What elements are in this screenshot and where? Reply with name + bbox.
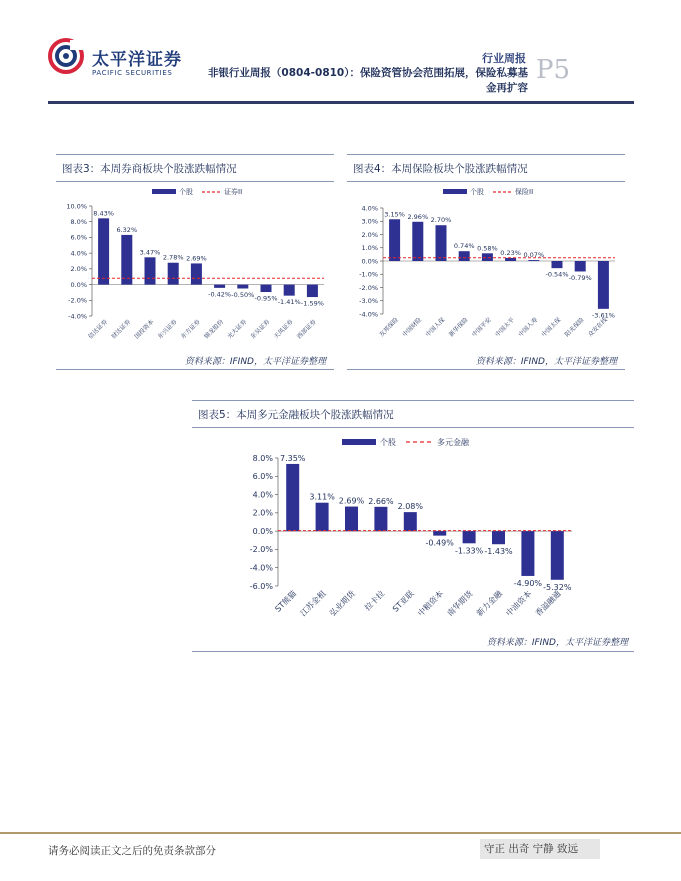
figure-3-category-label: 光大证券 (226, 318, 249, 341)
figure-3-source: 资料来源：IFIND，太平洋证券整理 (184, 357, 326, 367)
figure-4-y-tick-label: -2.0% (359, 283, 378, 292)
figure-3-bar (214, 285, 225, 288)
figure-4-y-tick-label: -1.0% (359, 270, 378, 279)
figure-5-source: 资料来源：IFIND，太平洋证券整理 (486, 638, 628, 648)
figure-3-value-label: -0.42% (208, 290, 232, 299)
figure-3-legend (152, 187, 242, 196)
figure-5-category-label: 新力金融 (474, 589, 504, 619)
figure-4-value-label: 0.74% (453, 242, 475, 251)
figure-5-legend-line-label: 多元金融 (437, 438, 469, 447)
figure-5-value-label: -1.43% (484, 547, 513, 557)
figure-4-category-label: 友邦保险 (378, 316, 401, 339)
figure-4-chart (347, 182, 625, 362)
figure-5-value-label: -4.90% (513, 578, 543, 588)
figure-4-y-tick-label: -4.0% (359, 310, 378, 319)
figure-3-y-tick-label: 10.0% (66, 202, 87, 211)
figure-3-category-label: 东方证券 (179, 318, 202, 341)
report-title: 非银行业周报（0804-0810）：保险资管协会范围拓展，保险私募基金再扩容 (207, 67, 528, 94)
figure-3-category-label: 东吴证券 (249, 318, 272, 341)
figure-3-bar (307, 285, 318, 297)
figure-3-bar (284, 285, 295, 296)
figure-4-category-label: 中国财险 (401, 316, 424, 339)
figure-5-category-label: 弘业期货 (327, 589, 357, 619)
figure-3-bar (237, 285, 248, 289)
figure-3-value-label: -0.50% (231, 291, 255, 299)
figure-5-value-label: 3.11% (309, 492, 335, 502)
figure-5-panel (192, 400, 634, 652)
figure-4-legend (443, 187, 533, 196)
figure-3-y-tick-label: 0.0% (70, 280, 87, 289)
figure-5-bar (521, 531, 534, 576)
figure-5-chart (192, 428, 634, 638)
figure-4-category-label: 中国平安 (470, 316, 493, 339)
figure-5-bar (404, 512, 417, 531)
page-number: P5 (536, 55, 571, 85)
figure-3-value-label: -0.95% (254, 294, 278, 303)
figure-4-bar (482, 253, 493, 261)
figure-4-bar (459, 251, 470, 261)
figure-3-bar (121, 235, 132, 285)
figure-4-legend-bar-swatch (443, 189, 467, 194)
figure-3-category-label: 国投资本 (133, 318, 156, 341)
figure-3-y-tick-label: 6.0% (70, 233, 87, 242)
figure-5-y-tick-label: 4.0% (252, 490, 273, 500)
figure-4-value-label: 3.15% (384, 210, 405, 219)
figure-3-category-label: 信达证券 (87, 318, 110, 341)
figure-5-bar (492, 531, 505, 544)
footer-disclaimer: 请务必阅读正文之后的免责条款部分 (48, 845, 216, 857)
figure-5-category-label: ST熊猫 (273, 589, 299, 614)
figure-5-y-tick-label: -4.0% (249, 563, 273, 573)
figure-3-bar (98, 218, 109, 284)
figure-3-bar (168, 263, 179, 285)
figure-4-y-tick-label: -3.0% (359, 297, 378, 306)
figure-4-category-label: 众安在线 (586, 316, 609, 339)
figure-4-bottom-rule (347, 369, 625, 370)
figure-4-bar (575, 261, 586, 271)
figure-4-y-tick-label: 1.0% (361, 244, 378, 253)
figure-4-y-tick-label: 3.0% (361, 217, 378, 226)
figure-5-category-label: ST亚联 (390, 589, 416, 614)
figure-4-legend-bar-label: 个股 (470, 188, 484, 196)
figure-4-category-label: 阳光保险 (563, 316, 586, 339)
figure-3-y-tick-label: -4.0% (68, 312, 87, 321)
figure-5-value-label: -5.32% (543, 582, 572, 592)
figure-5-category-label: 中油资本 (504, 589, 534, 619)
figure-3-category-label: 东兴证券 (156, 318, 179, 341)
figure-3-legend-bar-label: 个股 (179, 188, 193, 196)
figure-3-y-tick-label: 8.0% (70, 217, 87, 226)
figure-3-category-label: 西部证券 (295, 318, 318, 341)
figure-5-bar (433, 531, 446, 535)
figure-3-bottom-rule (56, 369, 334, 370)
figure-3-title: 图表3：本周券商板块个股涨跌幅情况 (56, 154, 334, 182)
figure-4-value-label: -0.54% (545, 270, 569, 279)
figure-3-value-label: 8.43% (93, 209, 114, 218)
figure-5-title: 图表5：本周多元金融板块个股涨跌幅情况 (192, 400, 634, 428)
figure-3-value-label: -1.41% (277, 298, 301, 307)
figure-3-legend-line-label: 证券II (224, 188, 243, 196)
figure-4-bar (528, 260, 539, 261)
figure-4-category-label: 新华保险 (447, 316, 470, 339)
figure-5-legend-bar-label: 个股 (380, 438, 396, 447)
figure-4-bar (598, 261, 609, 309)
figure-5-value-label: 7.35% (279, 453, 306, 463)
figure-5-bar (463, 531, 476, 543)
figure-4-value-label: 0.23% (500, 248, 521, 257)
page-header (0, 0, 681, 104)
figure-4-source: 资料来源：IFIND，太平洋证券整理 (475, 357, 617, 367)
figure-4-y-tick-label: 0.0% (361, 257, 378, 266)
company-logo-icon (48, 38, 84, 74)
figure-5-value-label: -0.49% (425, 538, 454, 548)
logo-text: 太平洋证券 (92, 50, 182, 70)
figure-3-category-label: 锦龙股份 (203, 318, 226, 341)
figure-5-legend (342, 437, 470, 447)
figure-4-legend-line-label: 保险II (515, 188, 534, 196)
figure-3-value-label: 2.78% (162, 253, 184, 262)
figure-5-y-tick-label: 0.0% (252, 526, 273, 536)
figure-5-y-tick-label: -6.0% (249, 581, 273, 591)
report-category: 行业周报 (482, 52, 526, 65)
figure-5-category-label: 拉卡拉 (362, 589, 387, 613)
figure-5-value-label: 2.66% (368, 496, 394, 506)
footer-motto: 守正 出奇 宁静 致远 (480, 839, 600, 859)
figure-4-y-tick-label: 2.0% (361, 230, 378, 239)
footer-rule (0, 832, 681, 834)
header-rule (48, 101, 634, 104)
figure-3-value-label: -1.59% (300, 299, 324, 308)
figure-5-category-label: 香溢融通 (533, 589, 563, 619)
figure-5-y-tick-label: 8.0% (252, 453, 273, 463)
figure-3-value-label: 3.47% (139, 248, 161, 257)
figure-4-y-tick-label: 4.0% (361, 204, 378, 213)
figure-4-bar (436, 225, 447, 261)
figure-5-bar (345, 507, 358, 532)
figure-3-bar (145, 257, 156, 284)
figure-4-value-label: 0.58% (477, 244, 498, 253)
figure-5-bar (374, 507, 387, 531)
figure-5-legend-bar-swatch (342, 439, 376, 445)
figure-3-category-label: 财达证券 (110, 318, 133, 341)
figure-5-y-tick-label: -2.0% (249, 545, 273, 555)
figure-5-bar (286, 464, 299, 531)
figure-3-category-label: 天风证券 (272, 318, 295, 341)
figure-4-value-label: 0.07% (523, 251, 545, 260)
figure-4-category-label: 中国太保 (540, 316, 563, 339)
figure-4-value-label: -3.61% (591, 311, 615, 320)
figure-3-legend-bar-swatch (152, 189, 176, 194)
figure-5-value-label: 2.69% (338, 496, 365, 506)
figure-4-category-label: 中国人保 (424, 316, 447, 339)
figure-4-value-label: 2.70% (430, 216, 452, 225)
figure-4-bar (389, 219, 400, 261)
figure-3-y-tick-label: 2.0% (70, 265, 87, 274)
figure-4-category-label: 中国人寿 (517, 316, 540, 339)
figure-3-bar (191, 263, 202, 284)
figure-4-value-label: 2.96% (407, 212, 429, 221)
figure-5-category-label: 中粮资本 (416, 589, 446, 619)
figure-5-value-label: -1.33% (454, 546, 484, 556)
figure-4-category-label: 中国太平 (494, 316, 517, 339)
figure-5-category-label: 南华期货 (445, 589, 475, 619)
figure-5-bar (551, 531, 564, 580)
figure-5-category-label: 江苏金租 (298, 589, 328, 619)
figure-4-bar (552, 261, 563, 268)
figure-5-y-tick-label: 2.0% (252, 508, 273, 518)
logo-english-text: PACIFIC SECURITIES (92, 69, 173, 77)
figure-4-value-label: -0.79% (568, 273, 592, 282)
figure-3-y-tick-label: 4.0% (70, 249, 87, 258)
figure-4-bar (505, 258, 516, 261)
figure-3-bar (261, 285, 272, 292)
figure-5-bar (316, 503, 329, 531)
figure-5-value-label: 2.08% (397, 502, 424, 512)
figure-3-value-label: 2.69% (186, 254, 207, 263)
figure-3-value-label: 6.32% (116, 225, 138, 234)
figure-5-bottom-rule (192, 651, 634, 652)
figure-5-y-tick-label: 6.0% (252, 472, 273, 482)
figure-4-bar (412, 222, 423, 261)
figure-4-panel (347, 154, 625, 370)
figure-3-y-tick-label: -2.0% (68, 296, 87, 305)
figure-4-title: 图表4：本周保险板块个股涨跌幅情况 (347, 154, 625, 182)
figure-3-panel (56, 154, 334, 370)
figure-3-chart (56, 182, 334, 362)
